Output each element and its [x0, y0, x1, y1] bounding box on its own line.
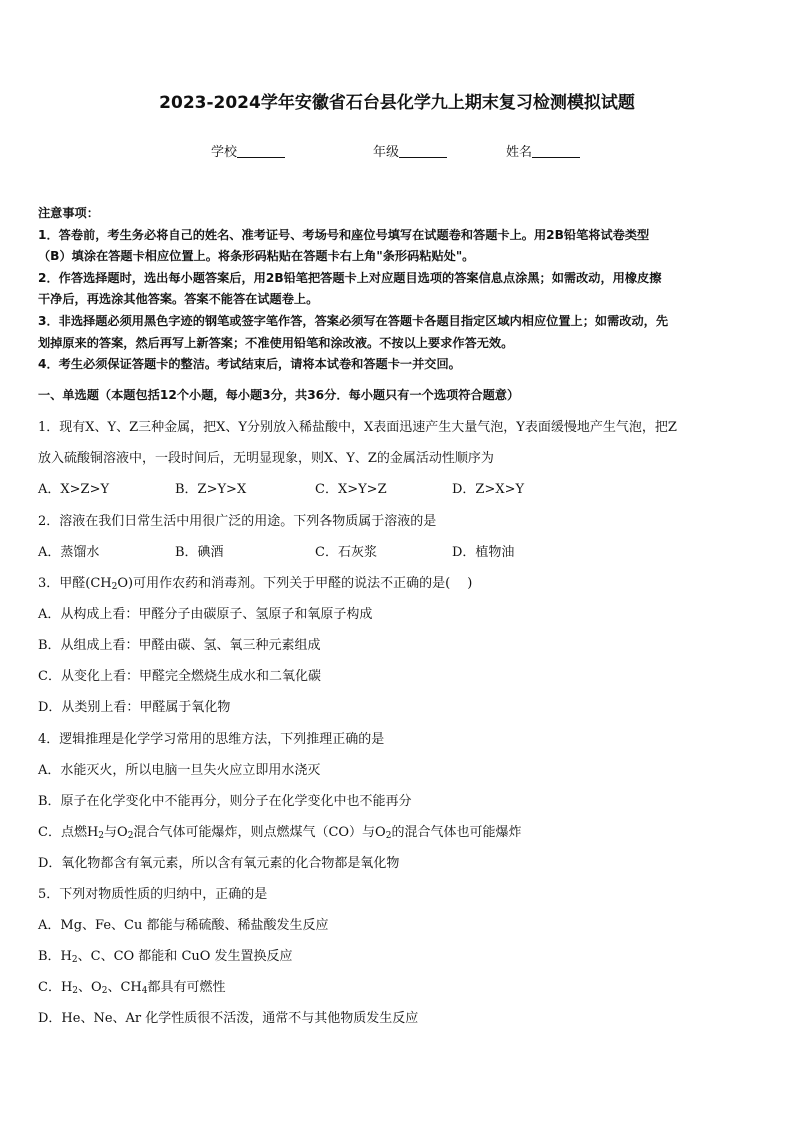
- student-info-row: [0, 141, 794, 161]
- option-a: A．X>Z>Y: [38, 482, 110, 497]
- option-text: C．H: [38, 980, 73, 995]
- notice-line: 划掉原来的答案，然后再写上新答案；不准使用铅笔和涂改液。不按以上要求作答无效。: [38, 335, 514, 350]
- option-d: D．氧化物都含有氧元素，所以含有氧元素的化合物都是氧化物: [38, 856, 400, 871]
- option-a: A．蒸馏水: [38, 545, 100, 560]
- grade-blank: [399, 143, 447, 158]
- option-c: [38, 976, 225, 995]
- school-field: [211, 141, 285, 160]
- school-label: 学校: [211, 145, 238, 160]
- option-a: A．从构成上看：甲醛分子由碳原子、氢原子和氧原子构成: [38, 607, 373, 622]
- subscript: 2: [127, 831, 134, 841]
- option-a: A．Mg、Fe、Cu 都能与稀硫酸、稀盐酸发生反应: [38, 918, 329, 933]
- notice-line: 3．非选择题必须用黑色字迹的钢笔或签字笔作答，答案必须写在答题卡各题目指定区域内相应位置上；如需改动，先: [38, 313, 669, 328]
- notice-line: 4．考生必须保证答题卡的整洁。考试结束后，请将本试卷和答题卡一并交回。: [38, 357, 461, 372]
- question-stem: 5．下列对物质性质的归纳中，正确的是: [38, 887, 268, 902]
- subscript: 2: [72, 986, 79, 996]
- option-c: C．从变化上看：甲醛完全燃烧生成水和二氧化碳: [38, 669, 321, 684]
- name-blank: [532, 143, 580, 158]
- option-d: D．Z>X>Y: [452, 482, 525, 497]
- option-text: 的混合气体也可能爆炸: [391, 825, 522, 840]
- option-b: B．从组成上看：甲醛由碳、氢、氧三种元素组成: [38, 638, 321, 653]
- option-text: 与O: [104, 825, 128, 840]
- option-text: 、C、CO 都能和 CuO 发生置换反应: [77, 949, 293, 964]
- page-title: 2023-2024学年安徽省石台县化学九上期末复习检测模拟试题: [159, 93, 635, 113]
- notice-line: 1．答卷前，考生务必将自己的姓名、准考证号、考场号和座位号填写在试题卷和答题卡上。用2B铅笔将试卷类型: [38, 227, 650, 242]
- notice-block: [38, 203, 760, 376]
- option-d: D．He、Ne、Ar 化学性质很不活泼，通常不与其他物质发生反应: [38, 1011, 419, 1026]
- option-b: B．Z>Y>X: [175, 482, 247, 497]
- question-stem: 2．溶液在我们日常生活中用很广泛的用途。下列各物质属于溶液的是: [38, 514, 437, 529]
- option-text: 都具有可燃性: [147, 980, 226, 995]
- grade-label: 年级: [373, 145, 400, 160]
- options-row: [38, 541, 768, 561]
- stem-text: O)可用作农药和消毒剂。下列关于甲醛的说法不正确的是( ): [117, 576, 473, 591]
- option-text: 、O: [78, 980, 102, 995]
- subscript: 2: [98, 831, 105, 841]
- section-title: 一、单选题（本题包括12个小题，每小题3分，共36分．每小题只有一个选项符合题意）: [38, 388, 520, 402]
- option-b: [38, 945, 293, 964]
- question-stem: [38, 572, 472, 591]
- question-stem: 4．逻辑推理是化学学习常用的思维方法，下列推理正确的是: [38, 732, 385, 747]
- question-stem: 放入硫酸铜溶液中，一段时间后，无明显现象，则X、Y、Z的金属活动性顺序为: [38, 451, 494, 466]
- stem-text: 3．甲醛(CH: [38, 576, 112, 591]
- notice-heading: 注意事项：: [38, 206, 99, 220]
- school-blank: [237, 143, 285, 158]
- option-a: A．水能灭火，所以电脑一旦失火应立即用水浇灭: [38, 763, 321, 778]
- option-d: D．植物油: [452, 545, 515, 560]
- subscript: 4: [141, 986, 148, 996]
- name-label: 姓名: [506, 145, 533, 160]
- subscript: 2: [71, 955, 78, 965]
- option-c: [38, 821, 521, 840]
- option-b: B．原子在化学变化中不能再分，则分子在化学变化中也不能再分: [38, 794, 412, 809]
- notice-line: 干净后，再选涂其他答案。答案不能答在试题卷上。: [38, 292, 319, 307]
- options-row: [38, 478, 768, 498]
- option-b: B．碘酒: [175, 545, 224, 560]
- option-c: C．石灰浆: [315, 545, 377, 560]
- subscript: 2: [101, 986, 108, 996]
- subscript: 2: [111, 582, 118, 592]
- question-stem: 1．现有X、Y、Z三种金属，把X、Y分别放入稀盐酸中，X表面迅速产生大量气泡，Y表面缓慢地产生气泡，把Z: [38, 420, 677, 435]
- name-field: [506, 141, 580, 160]
- subscript: 2: [385, 831, 392, 841]
- option-d: D．从类别上看：甲醛属于氧化物: [38, 700, 231, 715]
- notice-line: （B）填涂在答题卡相应位置上。将条形码粘贴在答题卡右上角"条形码粘贴处"。: [38, 249, 475, 264]
- notice-line: 2．作答选择题时，选出每小题答案后，用2B铅笔把答题卡上对应题目选项的答案信息点涂黑；如需改动，用橡皮擦: [38, 270, 662, 285]
- option-text: 、CH: [107, 980, 142, 995]
- option-text: C．点燃H: [38, 825, 99, 840]
- option-text: 混合气体可能爆炸，则点燃煤气（CO）与O: [133, 825, 386, 840]
- option-text: B．H: [38, 949, 72, 964]
- grade-field: [373, 141, 447, 160]
- option-c: C．X>Y>Z: [315, 482, 387, 497]
